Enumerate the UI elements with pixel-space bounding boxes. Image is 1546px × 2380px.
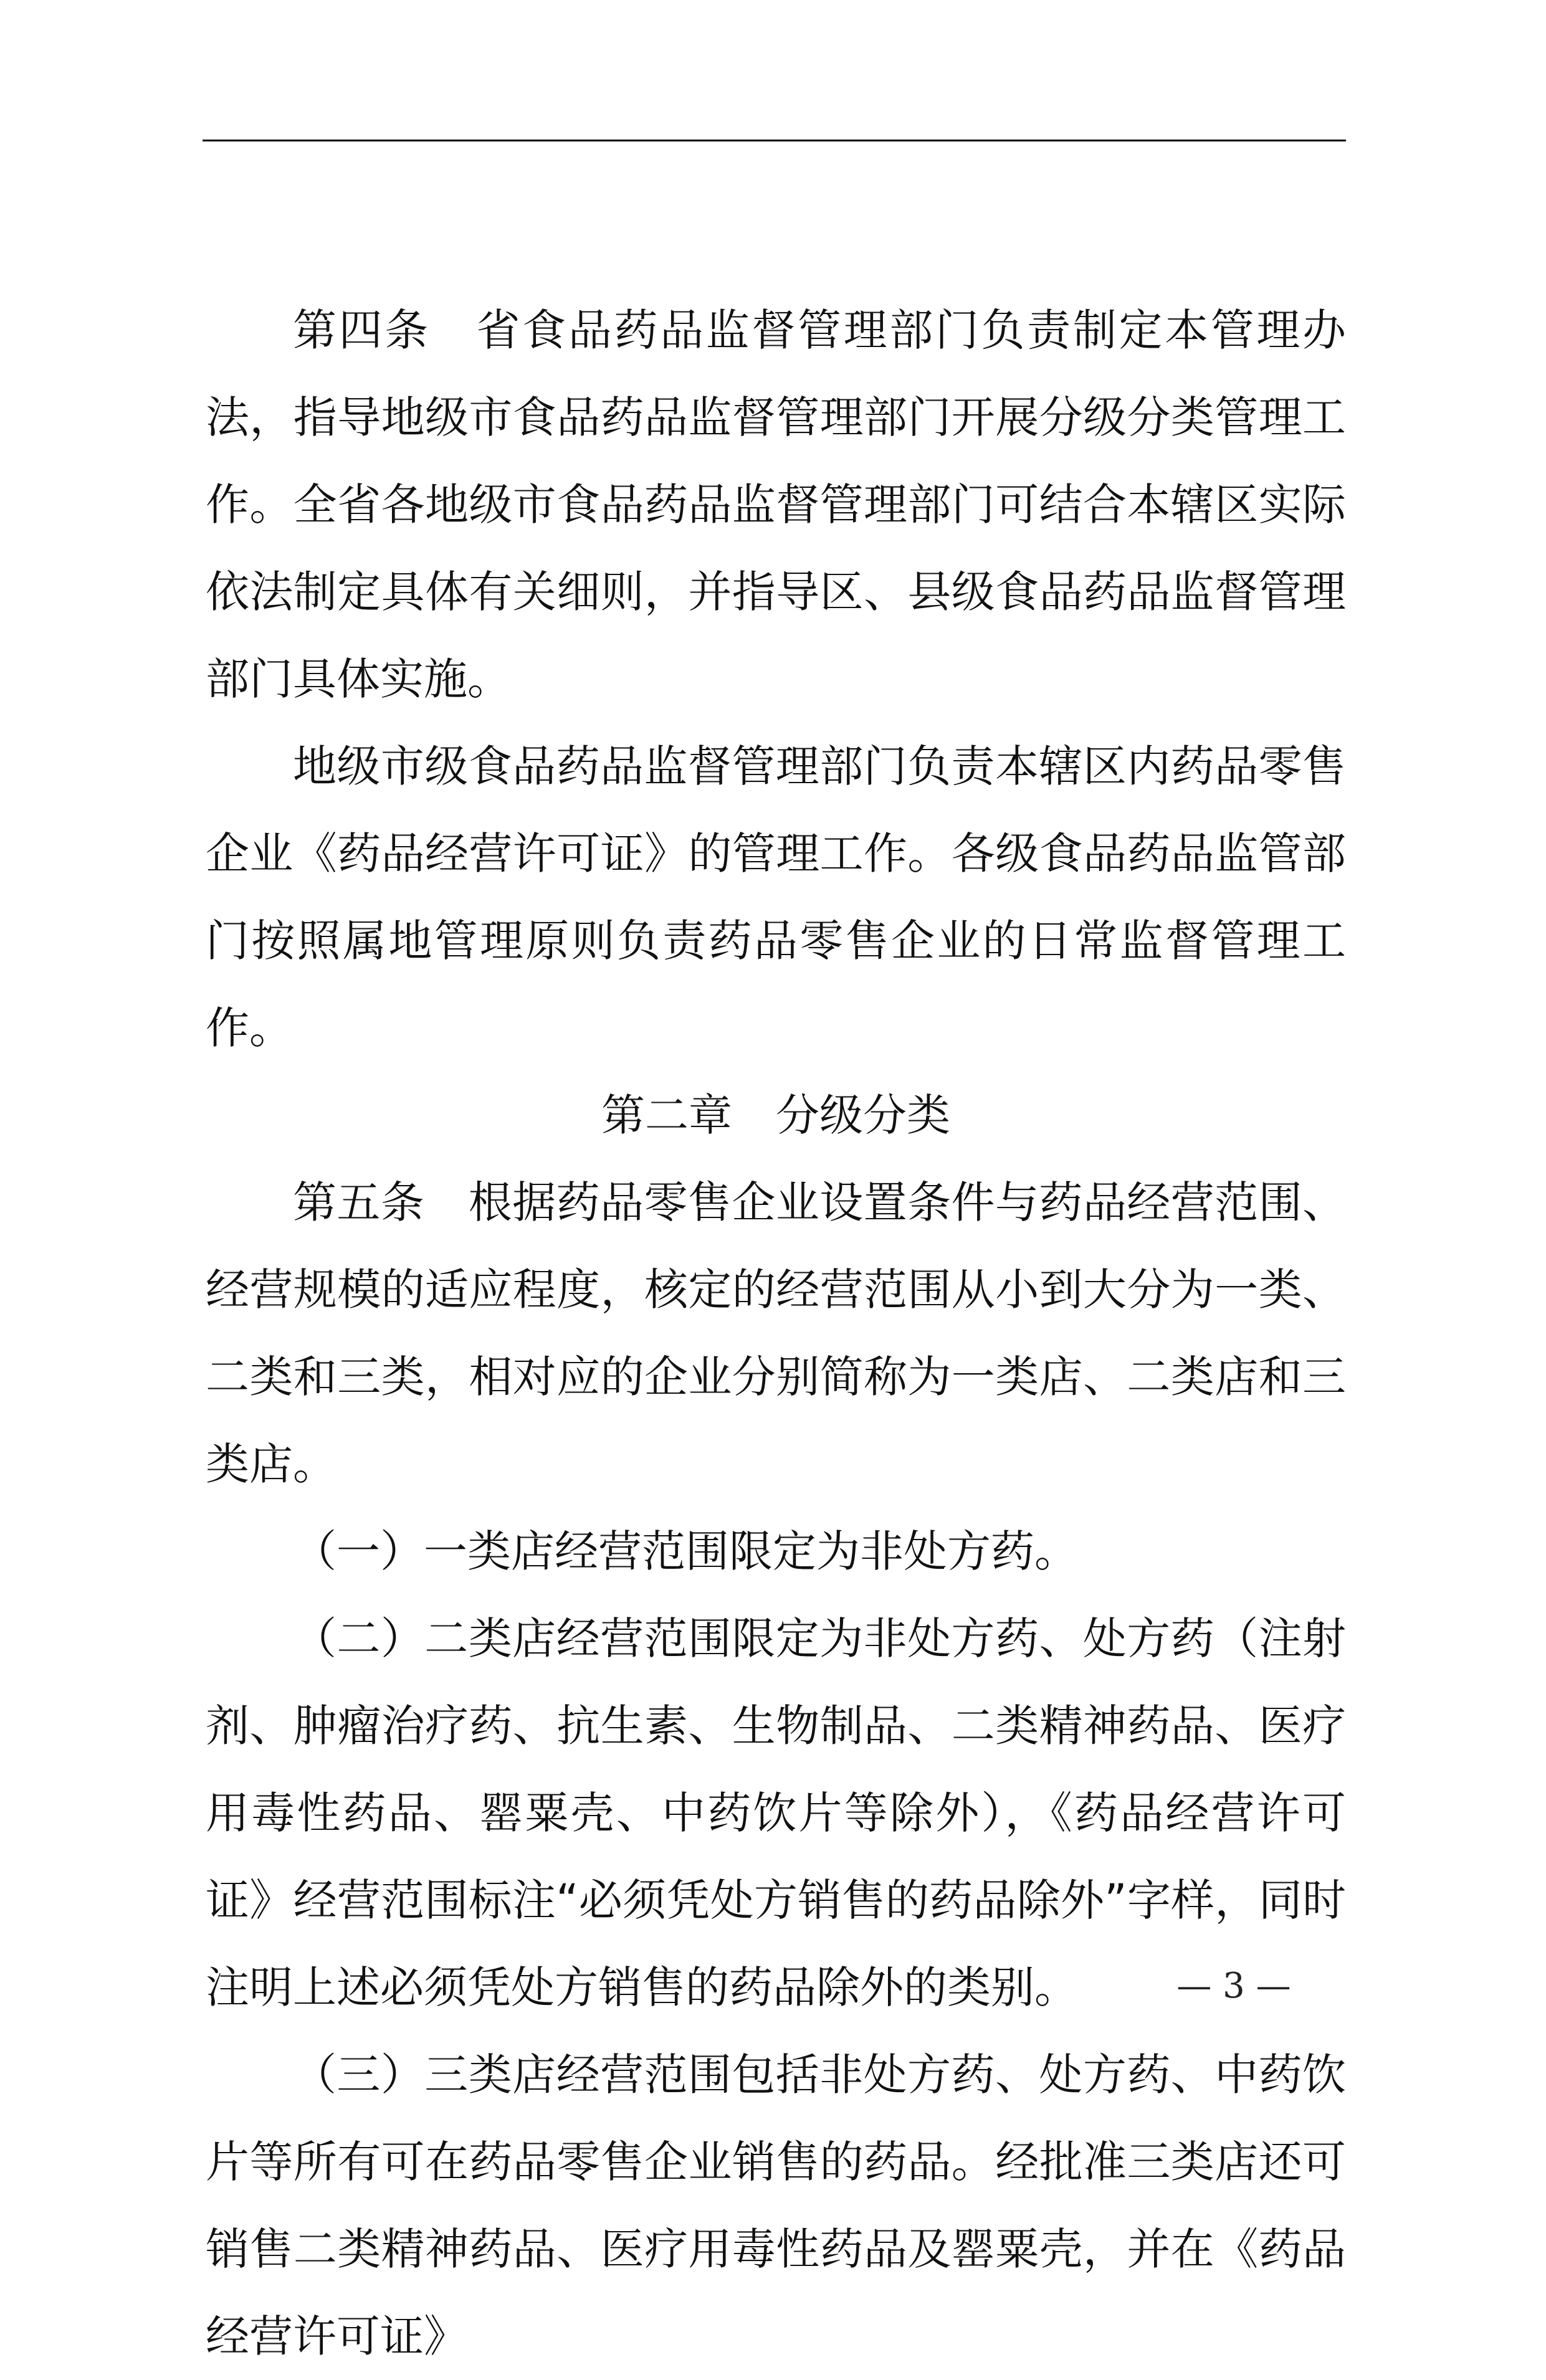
document-body bbox=[206, 287, 1346, 2380]
class-1-store-item: （一）一类店经营范围限定为非处方药。 bbox=[293, 1526, 1078, 1577]
chapter-heading: 第二章 分级分类 bbox=[601, 1090, 950, 1141]
header-rule bbox=[203, 140, 1346, 141]
article-4-paragraph: 第四条 省食品药品监督管理部门负责制定本管理办法，指导地级市食品药品监督管理部门开展分级分类管理工作。全省各地级市食品药品监督管理部门可结合本辖区实际依法制定具体有关细则，并指导区、县级食品药品监督管理部门具体实施。 bbox=[206, 305, 1346, 705]
article-5-paragraph: 第五条 根据药品零售企业设置条件与药品经营范围、经营规模的适应程度，核定的经营范围从小到大分为一类、二类和三类，相对应的企业分别简称为一类店、二类店和三类店。 bbox=[206, 1177, 1346, 1490]
class-3-store-item: （三）三类店经营范围包括非处方药、处方药、中药饮片等所有可在药品零售企业销售的药品。经批准三类店还可销售二类精神药品、医疗用毒性药品及罂粟壳，并在《药品经营许可证》 bbox=[206, 2049, 1346, 2362]
class-2-store-item: （二）二类店经营范围限定为非处方药、处方药（注射剂、肿瘤治疗药、抗生素、生物制品、二类精神药品、医疗用毒性药品、罂粟壳、中药饮片等除外），《药品经营许可证》经营范围标注“必须凭处方销售的药品除外”字样，同时注明上述必须凭处方销售的药品除外的类别。 bbox=[206, 1613, 1346, 2013]
page-number: — 3 — bbox=[1176, 1966, 1291, 2006]
article-4-second-paragraph: 地级市级食品药品监督管理部门负责本辖区内药品零售企业《药品经营许可证》的管理工作。各级食品药品监管部门按照属地管理原则负责药品零售企业的日常监督管理工作。 bbox=[206, 741, 1346, 1054]
